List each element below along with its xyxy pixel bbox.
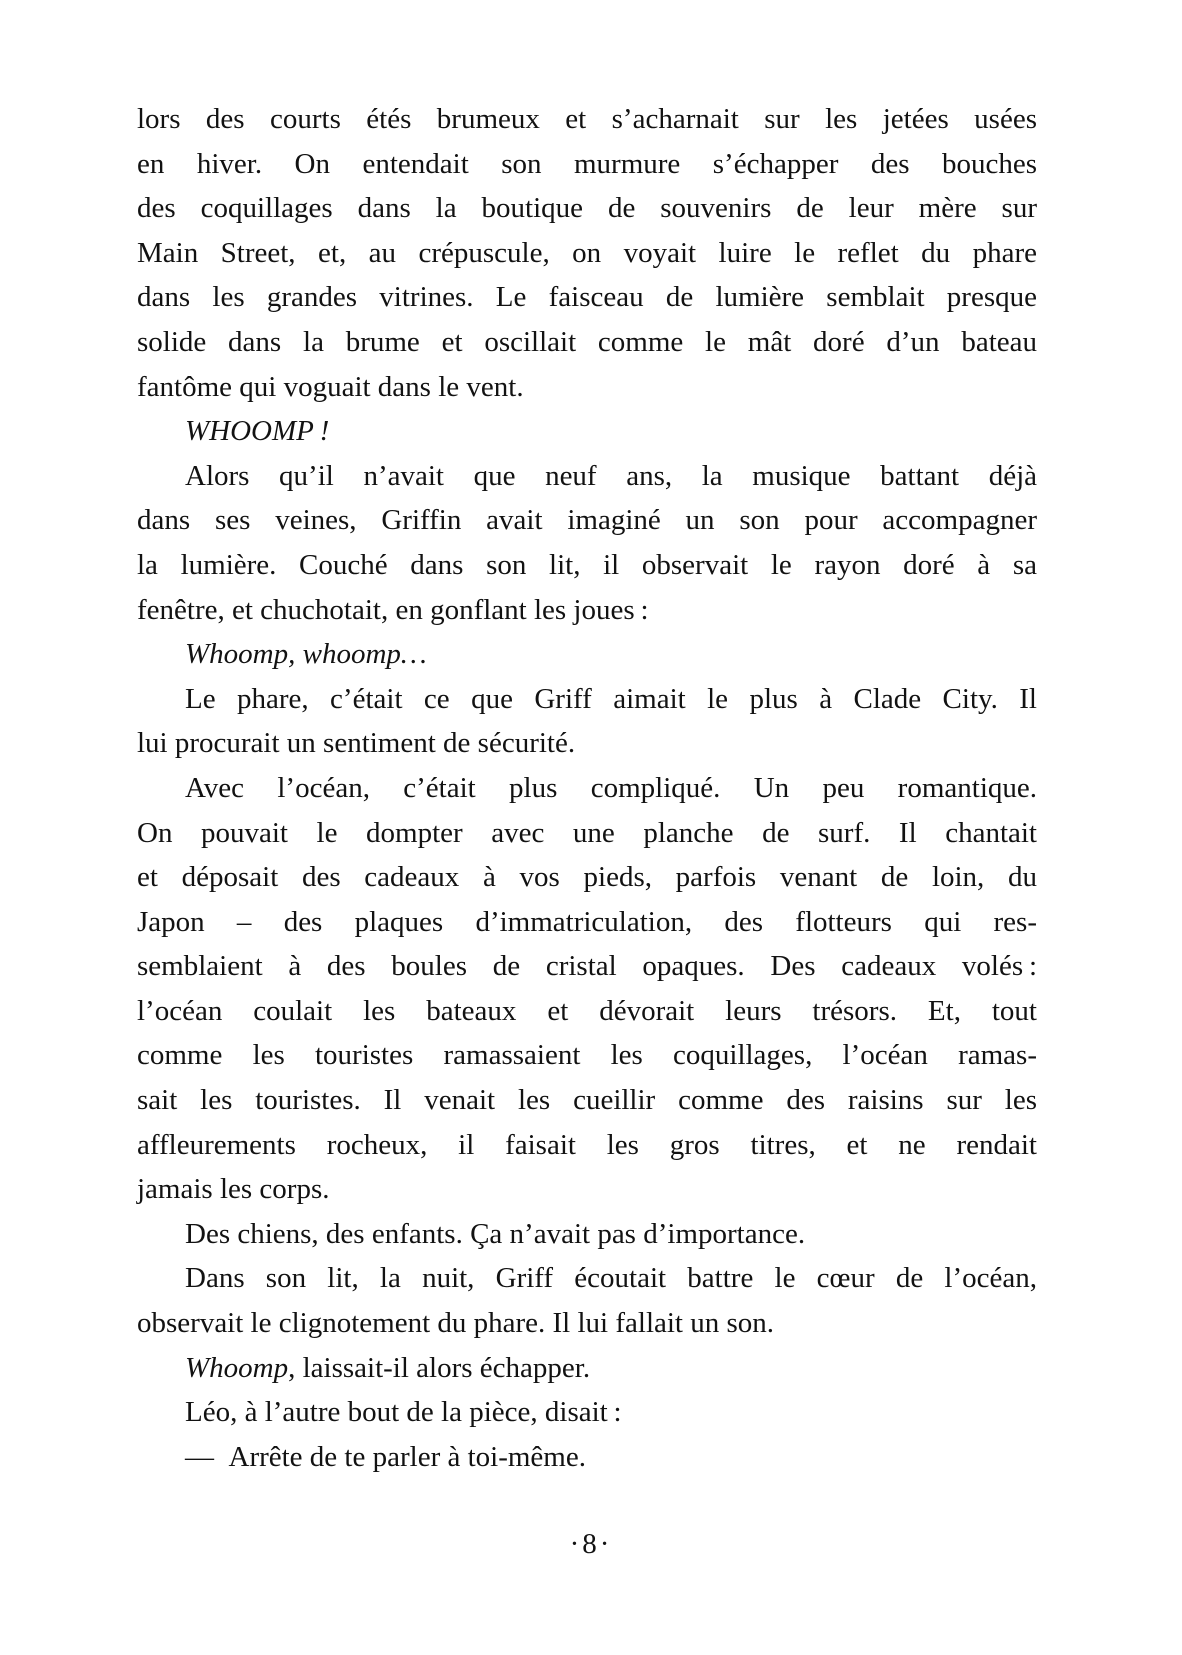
text-line [137,1256,1037,1301]
text-line [137,989,1037,1034]
italic-text-segment: Whoomp [185,1351,289,1384]
text-line [137,588,1037,633]
text-line [137,1390,1037,1435]
text-line [137,498,1037,543]
text-line [137,632,1037,677]
text-segment: On pouvait le dompter avec une planche de surf. Il chantait [137,816,1037,849]
text-segment: Léo, à l’autre bout de la pièce, disait : [185,1396,622,1429]
text-segment: et déposait des cadeaux à vos pieds, parfois venant de loin, du [137,861,1037,894]
text-segment: Alors qu’il n’avait que neuf ans, la musique battant déjà [185,459,1037,492]
text-line [137,409,1037,454]
text-line [137,1078,1037,1123]
text-line [137,142,1037,187]
text-segment: Des chiens, des enfants. Ça n’avait pas d’importance. [185,1217,806,1250]
italic-text-segment: WHOOMP ! [185,415,330,448]
text-line [137,1123,1037,1168]
text-line [137,543,1037,588]
text-line [137,1435,1037,1480]
text-segment: , laissait-il alors échapper. [288,1351,591,1384]
text-segment: lui procurait un sentiment de sécurité. [137,727,576,760]
page-number: ·8· [569,1528,613,1560]
text-segment: observait le clignotement du phare. Il lui fallait un son. [137,1307,775,1340]
text-line [137,900,1037,945]
text-line [137,1212,1037,1257]
text-segment: lors des courts étés brumeux et s’acharnait sur les jetées usées [137,103,1037,135]
text-line [137,1301,1037,1346]
text-segment: des coquillages dans la boutique de souvenirs de leur mère sur [137,192,1037,225]
text-segment: solide dans la brume et oscillait comme le mât doré d’un bateau [137,325,1037,358]
text-line [137,721,1037,766]
text-segment: Japon – des plaques d’immatriculation, des flotteurs qui res- [137,905,1037,938]
text-line [137,944,1037,989]
text-line [137,677,1037,722]
text-segment: Le phare, c’était ce que Griff aimait le plus à Clade City. Il [185,682,1037,715]
text-segment: en hiver. On entendait son murmure s’échapper des bouches [137,147,1037,180]
text-line [137,1033,1037,1078]
text-line [137,97,1037,142]
text-line [137,454,1037,499]
text-segment: Main Street, et, au crépuscule, on voyait luire le reflet du phare [137,236,1037,269]
text-segment: jamais les corps. [137,1173,330,1206]
text-segment: — Arrête de te parler à toi-même. [185,1440,586,1473]
text-segment: dans les grandes vitrines. Le faisceau de lumière semblait presque [137,281,1037,314]
text-line [137,186,1037,231]
text-segment: la lumière. Couché dans son lit, il observait le rayon doré à sa [137,548,1037,581]
text-segment: Dans son lit, la nuit, Griff écoutait battre le cœur de l’océan, [185,1262,1037,1295]
text-segment: affleurements rocheux, il faisait les gros titres, et ne rendait [137,1128,1037,1161]
italic-text-segment: Whoomp, whoomp… [185,638,427,671]
text-line [137,275,1037,320]
text-segment: comme les touristes ramassaient les coquillages, l’océan ramas- [137,1039,1037,1072]
text-line [137,231,1037,276]
text-segment: dans ses veines, Griffin avait imaginé un son pour accompagner [137,504,1037,537]
text-line [137,766,1037,811]
text-segment: l’océan coulait les bateaux et dévorait leurs trésors. Et, tout [137,994,1037,1027]
text-segment: sait les touristes. Il venait les cueillir comme des raisins sur les [137,1084,1037,1117]
text-line [137,1167,1037,1212]
text-line [137,855,1037,900]
text-line [137,1346,1037,1391]
text-line [137,320,1037,365]
text-line [137,811,1037,856]
text-line [137,365,1037,410]
text-block [137,97,1037,1479]
text-segment: semblaient à des boules de cristal opaques. Des cadeaux volés : [137,950,1037,983]
text-segment: fenêtre, et chuchotait, en gonflant les joues : [137,593,649,626]
text-segment: fantôme qui voguait dans le vent. [137,370,524,403]
text-segment: Avec l’océan, c’était plus compliqué. Un peu romantique. [185,771,1037,804]
